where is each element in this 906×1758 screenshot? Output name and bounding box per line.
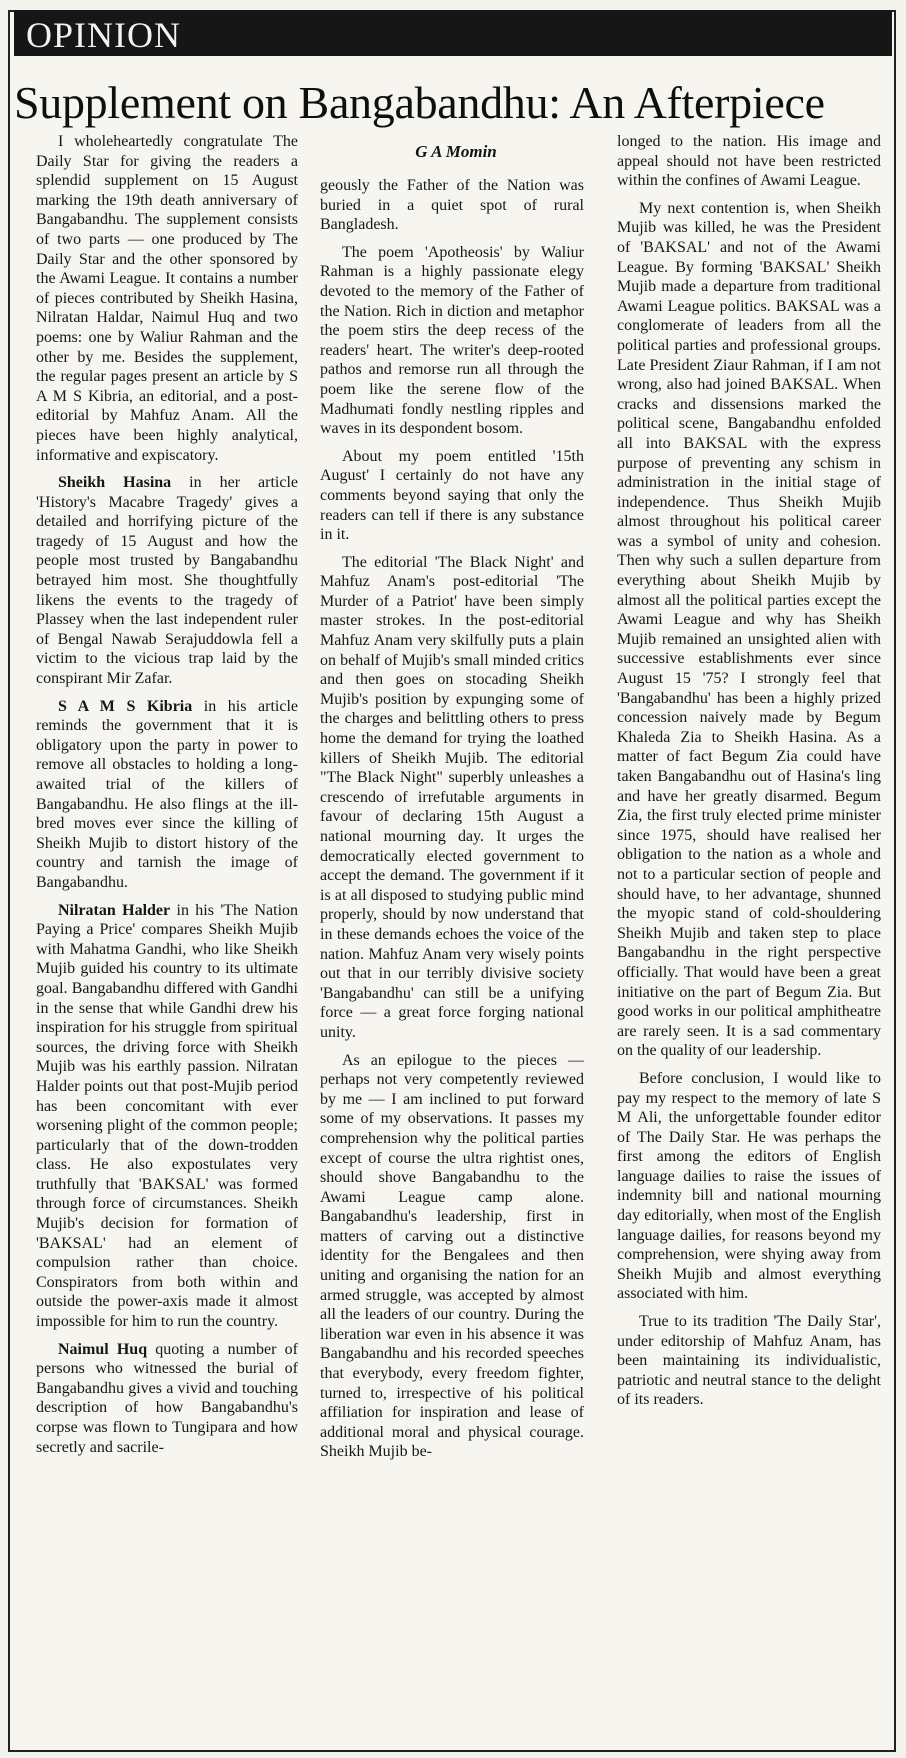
- paragraph: Before conclusion, I would like to pay my respect to the memory of late S M Ali, the unforgettable founder editor of The Daily Star. He was perhaps the first among the editors of English language dailies to raise the issues of indemnity bill and national mourning day editorially, when most of the English language dailies, for reasons beyond my comprehension, were shying away from Sheikh Mujib and almost everything associated with him.: [617, 1069, 881, 1303]
- paragraph: About my poem entitled '15th August' I certainly do not have any comments beyond saying that only the readers can tell if there is any substance in it.: [320, 447, 584, 544]
- paragraph: geously the Father of the Nation was buried in a quiet spot of rural Bangladesh.: [320, 177, 584, 234]
- byline: G A Momin: [415, 142, 497, 161]
- section-banner: [14, 10, 892, 56]
- paragraph: Nilratan Halder in his 'The Nation Paying a Price' compares Sheikh Mujib with Mahatma Gandhi, who like Sheikh Mujib guided his country to its ultimate goal. Bangabandhu differed with Gandhi in the sense that while Gandhi drew his inspiration for his struggle from spiritual sources, the driving force with Sheikh Mujib was his earthly passion. Nilratan Halder points out that post-Mujib period has been concomitant with ever worsening plight of the common people; particularly that of the down-trodden class. He also expostulates very truthfully that 'BAKSAL' was formed through force of circumstances. Sheikh Mujib's decision for formation of 'BAKSAL' had an element of compulsion rather than choice. Conspirators from both within and outside the power-axis made it almost impossible for him to run the country.: [36, 901, 299, 1331]
- paragraph: longed to the nation. His image and appeal should not have been restricted within the confines of Awami League.: [617, 133, 881, 190]
- person-name: Naimul Huq: [58, 1340, 148, 1358]
- paragraph: The editorial 'The Black Night' and Mahfuz Anam's post-editorial 'The Murder of a Patriot' have been simply master strokes. In the post-editorial Mahfuz Anam very skilfully puts a plain on behalf of Mujib's small minded critics and then goes on stocading Sheikh Mujib's position by expunging some of the charges and belittling others to press home the demand for trying the loathed killers of Sheikh Mujib. The editorial "The Black Night" superbly unleashes a crescendo of irrefutable arguments in favour of declaring 15th August a national mourning day. It urges the democratically elected government to accept the demand. The government if it is at all disposed to studying public mind properly, should by now understand that in these demands echoes the voice of the nation. Mahfuz Anam very wisely points out that in our terribly divisive society 'Bangabandhu' can still be a unifying force — a great force forging national unity.: [320, 553, 584, 1041]
- headline: Supplement on Bangabandhu: An Afterpiece: [14, 77, 825, 128]
- paragraph: As an epilogue to the pieces — perhaps not very competently reviewed by me — I am inclined to put forward some of my observations. It passes my comprehension why the political parties except of course the ultra rightist ones, should shove Bangabandhu to the Awami League camp alone. Bangabandhu's leadership, first in matters of carving out a distinctive identity for the Bengalees and then uniting and organising the nation for an armed struggle, was accepted by almost all the leaders of our country. During the liberation war even in his absence it was Bangabandhu and his recorded speeches that everybody, every freedom fighter, turned to, irrespective of his political affiliation for inspiration and lease of additional moral and physical courage. Sheikh Mujib be-: [320, 1051, 584, 1461]
- person-name: Sheikh Hasina: [58, 474, 172, 492]
- section-title: OPINION: [26, 15, 181, 55]
- paragraph: True to its tradition 'The Daily Star', under editorship of Mahfuz Anam, has been maintaining its individualistic, patriotic and neutral stance to the delight of its readers.: [617, 1313, 881, 1409]
- paragraph: The poem 'Apotheosis' by Waliur Rahman is a highly passionate elegy devoted to the memory of the Father of the Nation. Rich in diction and metaphor the poem stirs the deep recess of the readers' heart. The writer's deep-rooted pathos and remorse run all through the poem like the serene flow of the Madhumati fondly nestling ripples and waves in its despondent bosom.: [320, 243, 584, 438]
- paragraph: Sheikh Hasina in her article 'History's Macabre Tragedy' gives a detailed and horrifying picture of the tragedy of 15 August and how the people most trusted by Bangabandhu betrayed him most. She thoughtfully likens the events to the tragedy of Plassey when the last independent ruler of Bengal Nawab Serajuddowla fell a victim to the vicious trap laid by the conspirant Mir Zafar.: [36, 474, 298, 688]
- paragraph: Naimul Huq quoting a number of persons who witnessed the burial of Bangabandhu gives a vivid and touching description of how Bangabandhu's corpse was flown to Tungipara and how secretly and sacrile-: [36, 1340, 298, 1456]
- person-name: S A M S Kibria: [58, 697, 193, 715]
- paragraph: My next contention is, when Sheikh Mujib was killed, he was the President of 'BAKSAL' and not of the Awami League. By forming 'BAKSAL' Sheikh Mujib made a departure from traditional Awami League politics. BAKSAL was a conglomerate of leaders from all the political parties and professional groups. Late President Ziaur Rahman, if I am not wrong, also had joined BAKSAL. When cracks and dissensions marked the political scene, Bangabandhu enfolded all into BAKSAL with the express purpose of preventing any schism in administration in the initial stage of independence. Thus Sheikh Mujib almost throughout his political career was a symbol of unity and cohesion. Then why such a sullen departure from everything about Sheikh Mujib by almost all the political parties except the Awami League and why has Sheikh Mujib remained an unsighted alien with successive establishments ever since August 15 '75? I strongly feel that 'Bangabandhu' has been a highly prized concession naively made by Begum Khaleda Zia to Sheikh Hasina. As a matter of fact Begum Zia could have taken Bangabandhu out of Hasina's ling and have her greatly disarmed. Begum Zia, the first truly elected prime minister since 1975, should have realised her obligation to the nation as a whole and not to a particular section of people and should have, to her advantage, shunned the myopic stand of cold-shouldering Sheikh Mujib and taken step to place Bangabandhu in the right perspective officially. That would have been a great initiative on the part of Begum Zia. But good works in our political amphitheatre are rarely seen. It is a sad commentary on the quality of our leadership.: [617, 199, 881, 1060]
- person-name: Nilratan Halder: [58, 901, 171, 919]
- paragraph: I wholeheartedly congratulate The Daily Star for giving the readers a splendid supplement on 15 August marking the 19th death anniversary of Bangabandhu. The supplement consists of two parts — one produced by The Daily Star and the other sponsored by the Awami League. It contains a number of pieces contributed by Sheikh Hasina, Nilratan Haldar, Naimul Huq and two poems: one by Waliur Rahman and the other by me. Besides the supplement, the regular pages present an article by S A M S Kibria, an editorial, and a post-editorial by Mahfuz Anam. All the pieces have been highly analytical, informative and expiscatory.: [36, 133, 298, 464]
- column-3: [617, 132, 881, 1418]
- column-2: [320, 176, 584, 1470]
- paragraph: S A M S Kibria in his article reminds the government that it is obligatory upon the party in power to remove all obstacles to holding a long-awaited trial of the killers of Bangabandhu. He also flings at the ill-bred moves ever since the killing of Sheikh Mujib to distort history of the country and tarnish the image of Bangabandhu.: [36, 697, 298, 891]
- column-1: [36, 132, 298, 1465]
